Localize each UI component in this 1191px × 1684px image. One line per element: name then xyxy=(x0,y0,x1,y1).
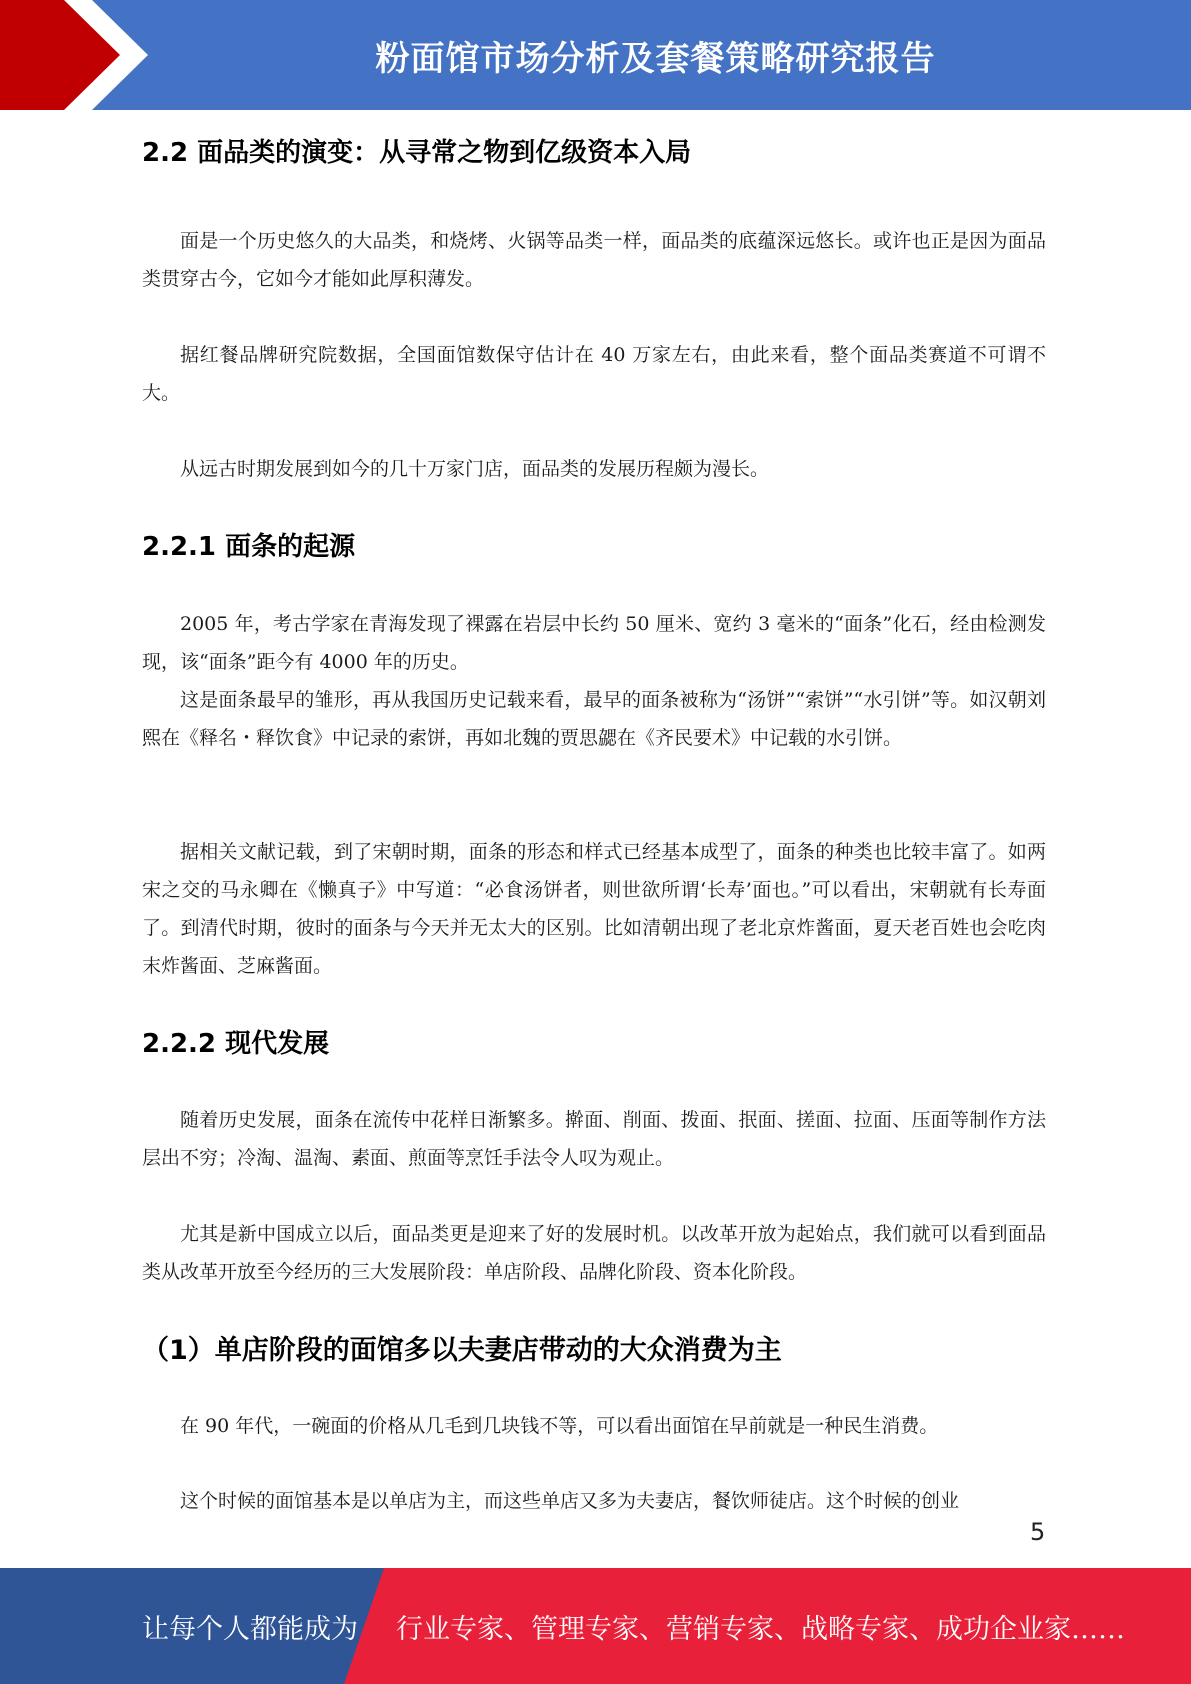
paragraph: 这个时候的面馆基本是以单店为主，而这些单店又多为夫妻店，餐饮师徒店。这个时候的创业 xyxy=(180,1490,960,1512)
page-number: 5 xyxy=(1030,1518,1046,1546)
footer-bar xyxy=(0,1568,1191,1684)
red-arrow-decoration xyxy=(0,0,160,110)
section-heading-2-2: 2.2 面品类的演变：从寻常之物到亿级资本入局 xyxy=(142,138,692,168)
header-bar xyxy=(0,0,1191,110)
footer-slogan-right: 行业专家、管理专家、营销专家、战略专家、成功企业家…… xyxy=(396,1613,1125,1645)
footer-slogan-left: 让每个人都能成为 xyxy=(142,1613,358,1645)
report-title: 粉面馆市场分析及套餐策略研究报告 xyxy=(375,38,936,79)
paragraph: 面是一个历史悠久的大品类，和烧烤、火锅等品类一样，面品类的底蕴深远悠长。或许也正是因为面品类贯穿古今，它如今才能如此厚积薄发。 xyxy=(142,230,1046,290)
paragraph: 据红餐品牌研究院数据，全国面馆数保守估计在 40 万家左右，由此来看，整个面品类赛道不可谓不大。 xyxy=(142,344,1046,404)
stage-heading-1: （1）单店阶段的面馆多以夫妻店带动的大众消费为主 xyxy=(142,1335,782,1366)
section-heading-2-2-1: 2.2.1 面条的起源 xyxy=(142,532,356,562)
paragraph: 尤其是新中国成立以后，面品类更是迎来了好的发展时机。以改革开放为起始点，我们就可以看到面品类从改革开放至今经历的三大发展阶段：单店阶段、品牌化阶段、资本化阶段。 xyxy=(142,1223,1046,1283)
paragraph: 据相关文献记载，到了宋朝时期，面条的形态和样式已经基本成型了，面条的种类也比较丰富了。如两宋之交的马永卿在《懒真子》中写道：“必食汤饼者，则世欲所谓‘长寿’面也。”可以看出，宋朝就有长寿面了。到清代时期，彼时的面条与今天并无太大的区别。比如清朝出现了老北京炸酱面，夏天老百姓也会吃肉末炸酱面、芝麻酱面。 xyxy=(142,841,1046,977)
section-heading-2-2-2: 2.2.2 现代发展 xyxy=(142,1029,330,1059)
paragraph: 这是面条最早的雏形，再从我国历史记载来看，最早的面条被称为“汤饼”“索饼”“水引饼”等。如汉朝刘熙在《释名・释饮食》中记录的索饼，再如北魏的贾思勰在《齐民要术》中记载的水引饼。 xyxy=(142,689,1046,749)
paragraph: 从远古时期发展到如今的几十万家门店，面品类的发展历程颇为漫长。 xyxy=(180,458,770,480)
paragraph: 2005 年，考古学家在青海发现了裸露在岩层中长约 50 厘米、宽约 3 毫米的“面条”化石，经由检测发现，该“面条”距今有 4000 年的历史。 xyxy=(142,613,1046,673)
paragraph: 随着历史发展，面条在流传中花样日渐繁多。擀面、削面、拨面、抿面、搓面、拉面、压面等制作方法层出不穷；冷淘、温淘、素面、煎面等烹饪手法令人叹为观止。 xyxy=(142,1109,1046,1169)
paragraph: 在 90 年代，一碗面的价格从几毛到几块钱不等，可以看出面馆在早前就是一种民生消费。 xyxy=(180,1415,939,1437)
